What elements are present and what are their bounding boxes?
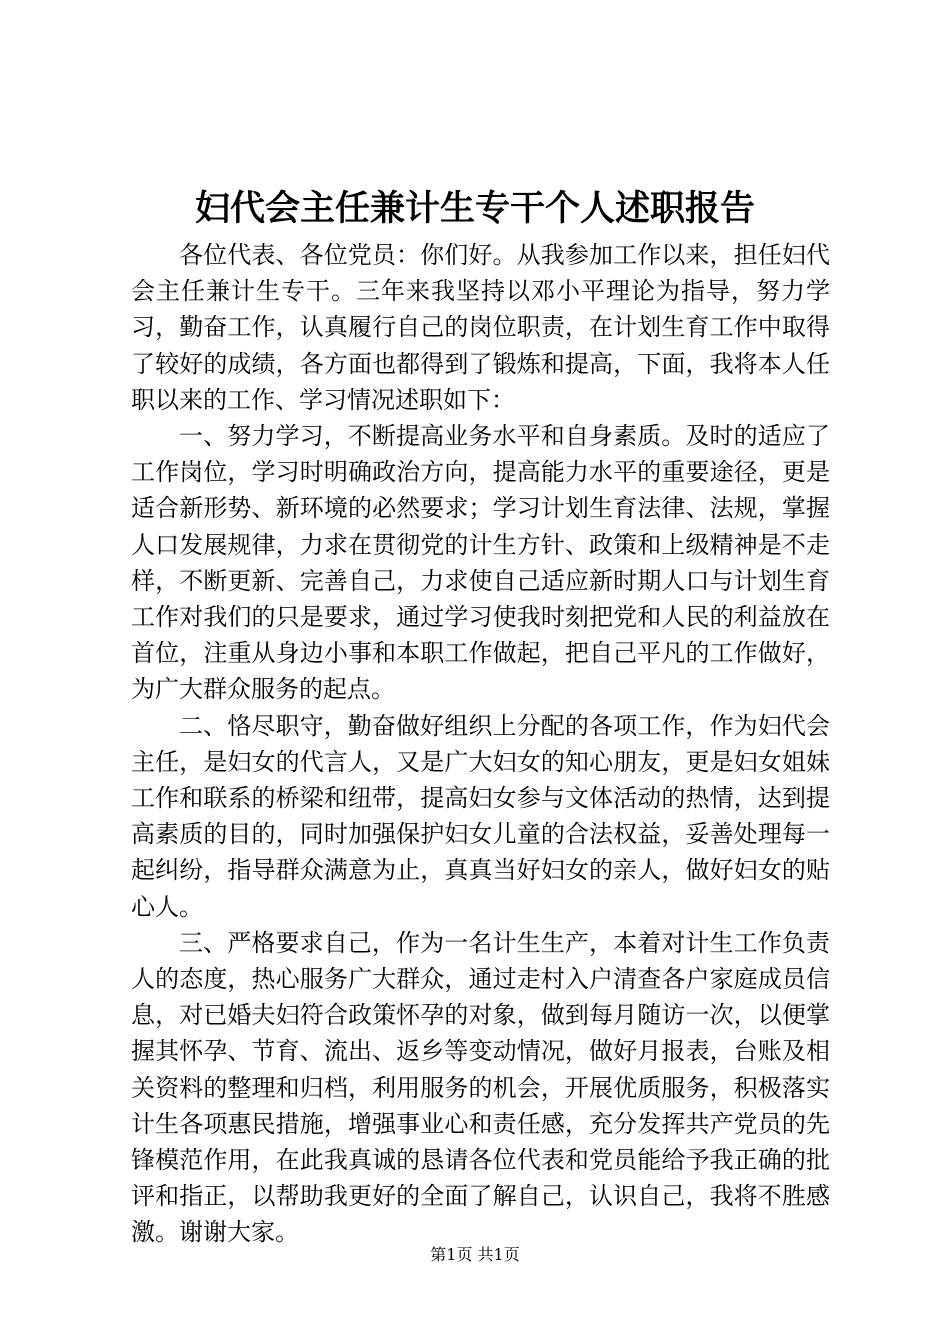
paragraph-greeting: 各位代表、各位党员：你们好。从我参加工作以来，担任妇代会主任兼计生专干。三年来我坚持以邓小平理论为指导，努力学习，勤奋工作，认真履行自己的岗位职责，在计划生育工作中取得了较好的成绩，各方面也都得到了锻炼和提高，下面，我将本人任职以来的工作、学习情况述职如下： <box>131 241 830 414</box>
document-body <box>131 237 830 1251</box>
document-title: 妇代会主任兼计生专干个人述职报告 <box>194 188 755 229</box>
paragraph-duty: 二、恪尽职守，勤奋做好组织上分配的各项工作，作为妇代会主任，是妇女的代言人，又是广大妇女的知心朋友，更是妇女姐妹工作和联系的桥梁和纽带，提高妇女参与文体活动的热情，达到提高素质的目的，同时加强保护妇女儿童的合法权益，妥善处理每一起纠纷，指导群众满意为止，真真当好妇女的亲人，做好妇女的贴心人。 <box>131 711 830 921</box>
page-footer: 第1页 共1页 <box>430 1245 520 1264</box>
paragraph-self-discipline: 三、严格要求自己，作为一名计生生产，本着对计生工作负责人的态度，热心服务广大群众，通过走村入户清查各户家庭成员信息，对已婚夫妇符合政策怀孕的对象，做到每月随访一次，以便掌握其怀孕、节育、流出、返乡等变动情况，做好月报表，台账及相关资料的整理和归档，利用服务的机会，开展优质服务，积极落实计生各项惠民措施，增强事业心和责任感，充分发挥共产党员的先锋模范作用，在此我真诚的恳请各位代表和党员能给予我正确的批评和指正，以帮助我更好的全面了解自己，认识自己，我将不胜感激。谢谢大家。 <box>131 928 830 1247</box>
paragraph-study: 一、努力学习，不断提高业务水平和自身素质。及时的适应了工作岗位，学习时明确政治方向，提高能力水平的重要途径，更是适合新形势、新环境的必然要求；学习计划生育法律、法规，掌握人口发展规律，力求在贯彻党的计生方针、政策和上级精神是不走样，不断更新、完善自己，力求使自己适应新时期人口与计划生育工作对我们的只是要求，通过学习使我时刻把党和人民的利益放在首位，注重从身边小事和本职工作做起，把自己平凡的工作做好，为广大群众服务的起点。 <box>131 422 830 704</box>
